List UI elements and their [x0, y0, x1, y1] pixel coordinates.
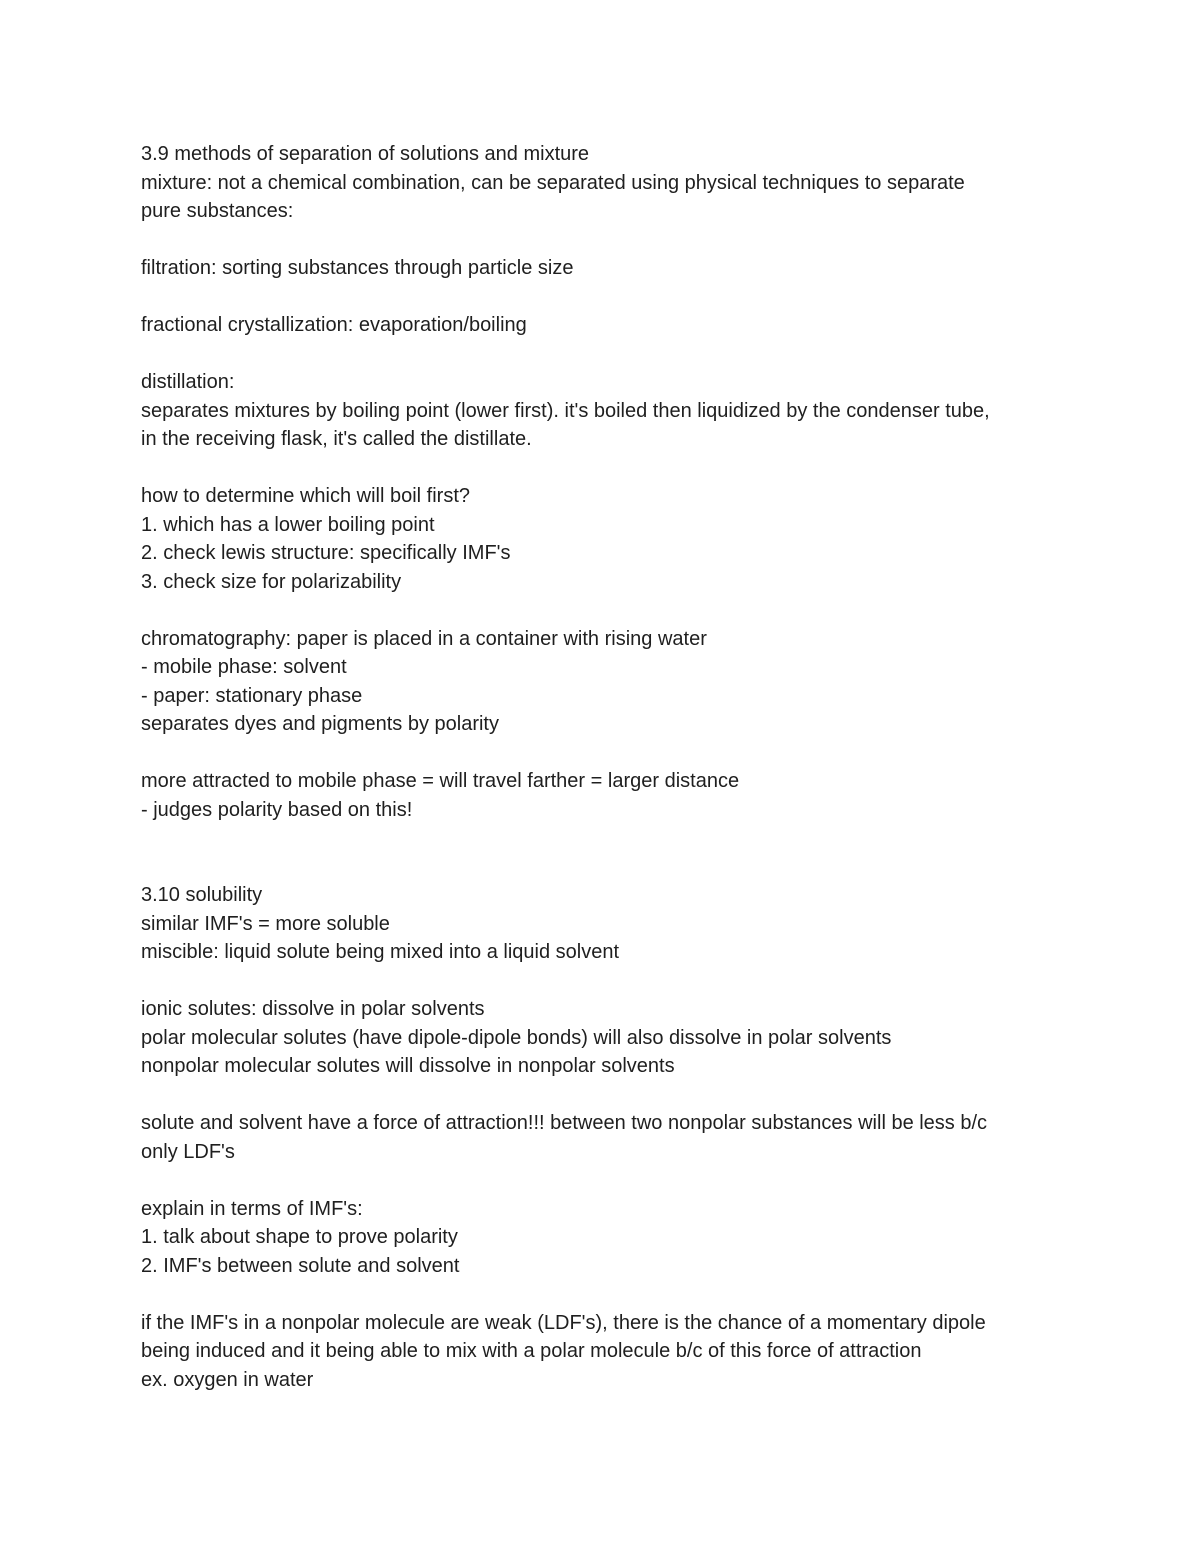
- boil-question: how to determine which will boil first?: [141, 485, 471, 507]
- boil-step: 1. which has a lower boiling point: [141, 513, 435, 536]
- paper-phase-text: - paper: stationary phase: [141, 684, 363, 707]
- more-attracted-text: more attracted to mobile phase = will travel farther = larger distance: [141, 770, 740, 792]
- explain-step: 2. IMF's between solute and solvent: [141, 1254, 460, 1277]
- boil-step: 2. check lewis structure: specifically IMF's: [141, 542, 511, 564]
- distillation-heading: distillation:: [141, 371, 235, 393]
- mixture-definition-line-2: pure substances:: [141, 200, 294, 222]
- example-text: ex. oxygen in water: [141, 1368, 314, 1391]
- polar-molecular-text: polar molecular solutes (have dipole-dipole bonds) will also dissolve in polar solvents: [141, 1026, 892, 1049]
- similar-imf-text: similar IMF's = more soluble: [141, 912, 390, 935]
- boil-step: 3. check size for polarizability: [141, 570, 402, 593]
- chromatography-text: chromatography: paper is placed in a container with rising water: [141, 627, 707, 650]
- separates-dyes-text: separates dyes and pigments by polarity: [141, 713, 499, 735]
- miscible-text: miscible: liquid solute being mixed into a liquid solvent: [141, 941, 620, 963]
- dipole-line-1: if the IMF's in a nonpolar molecule are weak (LDF's), there is the chance of a momentary dipole: [141, 1311, 986, 1334]
- fractional-crystallization-text: fractional crystallization: evaporation/boiling: [141, 314, 527, 336]
- attraction-line-2: only LDF's: [141, 1140, 235, 1163]
- distillation-line-2: in the receiving flask, it's called the distillate.: [141, 428, 532, 450]
- judges-polarity-text: - judges polarity based on this!: [141, 798, 413, 821]
- distillation-line-1: separates mixtures by boiling point (lower first). it's boiled then liquidized by the condenser tube,: [141, 399, 990, 422]
- filtration-text: filtration: sorting substances through particle size: [141, 257, 574, 279]
- explain-heading: explain in terms of IMF's:: [141, 1197, 363, 1220]
- nonpolar-molecular-text: nonpolar molecular solutes will dissolve in nonpolar solvents: [141, 1055, 675, 1077]
- attraction-line-1: solute and solvent have a force of attraction!!! between two nonpolar substances will be less b/c: [141, 1112, 988, 1134]
- document-body: [141, 140, 1071, 1394]
- ionic-solutes-text: ionic solutes: dissolve in polar solvents: [141, 998, 485, 1020]
- section-title-3-9: 3.9 methods of separation of solutions and mixture: [141, 143, 590, 165]
- mixture-definition-line-1: mixture: not a chemical combination, can be separated using physical techniques to separate: [141, 171, 965, 194]
- dipole-line-2: being induced and it being able to mix with a polar molecule b/c of this force of attraction: [141, 1340, 922, 1362]
- explain-step: 1. talk about shape to prove polarity: [141, 1226, 458, 1248]
- section-title-3-10: 3.10 solubility: [141, 884, 263, 906]
- mobile-phase-text: - mobile phase: solvent: [141, 656, 347, 678]
